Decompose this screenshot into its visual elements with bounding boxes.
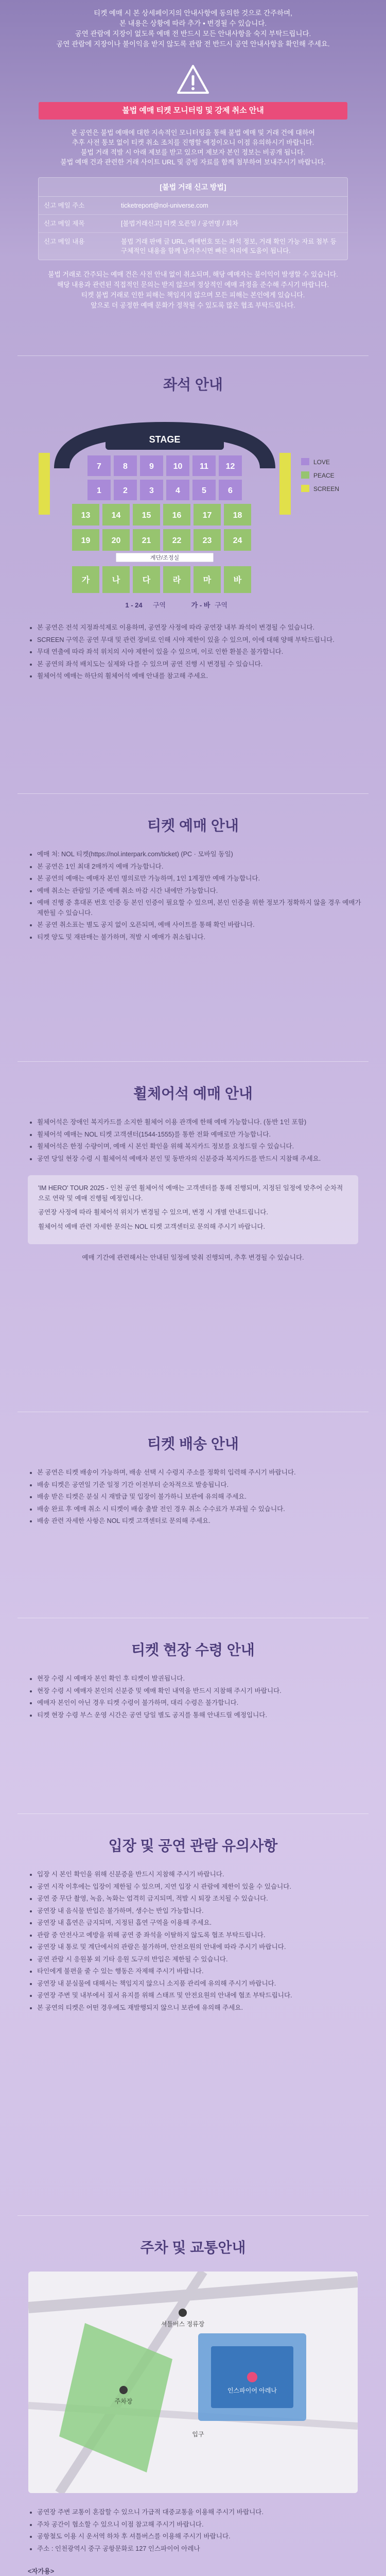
onsite-item: • 예매자 본인이 아닌 경우 티켓 수령이 불가하며, 대리 수령은 불가합니다. xyxy=(37,1698,369,1708)
closing-line: 해당 내용과 관련된 직접적인 문의는 받지 않으며 정상적인 예매 과정을 준수해 주시기 바랍니다. xyxy=(57,281,329,289)
seat-block-label: 나 xyxy=(112,576,120,585)
report-row-value: 불법 거래 판매 글 URL, 예매번호 또는 좌석 정보, 거래 확인 가능 자료 첨부 등 구체적인 내용을 함께 남겨주시면 빠른 처리에 도움이 됩니다. xyxy=(121,238,337,255)
report-row-value: [불법거래신고] 티켓 오픈일 / 공연명 / 회차 xyxy=(121,220,238,227)
notice-line: 본 공연은 불법 예매에 대한 지속적인 모니터링을 통해 불법 예매 및 거래 건에 대하여 xyxy=(71,129,315,137)
seat-block-label: 가 xyxy=(81,576,90,585)
seat-note: • 무대 연출에 따라 좌석 위치의 시야 제한이 있을 수 있으며, 이로 인한 환불은 불가합니다. xyxy=(37,647,369,657)
seat-row-3 xyxy=(72,504,251,526)
seat-block-label: 다 xyxy=(142,576,151,585)
warning-icon xyxy=(176,63,210,97)
block-right-range: 가 - 바 xyxy=(191,601,210,609)
block-right-unit: 구역 xyxy=(215,601,228,609)
ticketing-list xyxy=(28,850,369,942)
ticketing-item: • 티켓 양도 및 재판매는 불가하며, 적발 시 예매가 취소됩니다. xyxy=(37,933,369,943)
map-label-gate: 입구 xyxy=(192,2431,204,2438)
entry-item: • 입장 시 본인 확인을 위해 신분증을 반드시 지참해 주시기 바랍니다. xyxy=(37,1870,369,1880)
intro-line: 티켓 예매 시 본 상세페이지의 안내사항에 동의한 것으로 간주하며, xyxy=(94,9,292,17)
seat-title: 좌석 안내 xyxy=(163,377,223,393)
wheelchair-item: • 휠체어석은 한정 수량이며, 예매 시 본인 확인을 위해 복지카드 정보를 요청드릴 수 있습니다. xyxy=(37,1142,369,1152)
ticketing-item: • 예매 처: NOL 티켓(https://nol.interpark.com/ticket) (PC · 모바일 동일) xyxy=(37,850,369,860)
block-left-unit: 구역 xyxy=(153,601,166,609)
ticketing-item: • 예매 취소는 관람일 기준 예매 취소 마감 시간 내에만 가능합니다. xyxy=(37,886,369,896)
legend-love: LOVE xyxy=(313,459,330,466)
seat-note: • SCREEN 구역은 공연 무대 및 관련 장비로 인해 시야 제한이 있을 수 있으며, 이에 대해 양해 부탁드립니다. xyxy=(37,635,369,646)
intro-line: 공연 관람에 지장이나 불이익을 받지 않도록 관람 전 반드시 공연 안내사항을 확인해 주세요. xyxy=(56,40,330,48)
legend-screen: SCREEN xyxy=(313,485,340,493)
entry-item: • 공연 관람 시 응원봉 외 기타 응원 도구의 반입은 제한될 수 있습니다. xyxy=(37,1955,369,1965)
delivery-item: • 배송 티켓은 공연일 기준 일정 기간 이전부터 순차적으로 발송됩니다. xyxy=(37,1480,369,1490)
seat-map xyxy=(33,406,353,613)
ticketing-item: • 본 공연의 예매는 예매자 본인 명의로만 가능하며, 1인 1계정만 예매 가능합니다. xyxy=(37,874,369,884)
onsite-item: • 현장 수령 시 예매자 본인의 신분증 및 예매 확인 내역을 반드시 지참해 주시기 바랍니다. xyxy=(37,1686,369,1697)
seat-note: • 본 공연은 전석 지정좌석제로 이용하며, 공연장 사정에 따라 공연장 내부 좌석이 변경될 수 있습니다. xyxy=(37,623,369,633)
wheelchair-item: • 공연 당일 현장 수령 시 휠체어석 예매자 본인 및 동반자의 신분증과 복지카드를 반드시 지참해 주세요. xyxy=(37,1154,369,1164)
transport-footer xyxy=(28,2566,358,2576)
seat-block-label: 5 xyxy=(202,486,206,495)
seat-block-label: 22 xyxy=(172,536,182,545)
seat-block-label: 3 xyxy=(149,486,154,495)
report-email[interactable]: ticketreport@nol-universe.com xyxy=(121,202,208,209)
shuttle-marker-icon xyxy=(179,2309,187,2317)
transport-item: • 주차 공간이 협소할 수 있으니 이점 참고해 주시기 바랍니다. xyxy=(37,2520,369,2530)
seat-block-label: 19 xyxy=(81,536,91,545)
seat-block-label: 2 xyxy=(123,486,128,495)
ticketing-title: 티켓 예매 안내 xyxy=(147,818,239,834)
entry-list xyxy=(28,1870,369,2013)
wheelchair-item: • 휠체어석은 장애인 복지카드를 소지한 휠체어 이용 관객에 한해 예매 가능합니다. (동반 1인 포함) xyxy=(37,1117,369,1128)
report-row xyxy=(39,215,347,233)
entry-item: • 공연 중 무단 촬영, 녹음, 녹화는 엄격히 금지되며, 적발 시 퇴장 조치될 수 있습니다. xyxy=(37,1894,369,1904)
seat-block-label: 4 xyxy=(176,486,180,495)
seat-note: • 본 공연의 좌석 배치도는 실제와 다를 수 있으며 공연 진행 시 변경될 수 있습니다. xyxy=(37,659,369,670)
transport-item: • 주소 : 인천광역시 중구 공항문화로 127 인스파이어 아레나 xyxy=(37,2544,369,2554)
wheelchair-box-line: 공연장 사정에 따라 휠체어석 위치가 변경될 수 있으며, 변경 시 개별 안내드립니다. xyxy=(38,1209,268,1216)
delivery-section xyxy=(0,1412,386,1529)
entry-item: • 공연장 내 흡연은 금지되며, 지정된 흡연 구역을 이용해 주세요. xyxy=(37,1918,369,1928)
notice-line: 불법 예매 건과 관련한 거래 사이트 URL 및 증빙 자료를 함께 첨부하여 보내주시기 바랍니다. xyxy=(60,158,326,166)
entry-item: • 공연장 내 분실물에 대해서는 책임지지 않으니 소지품 관리에 유의해 주시기 바랍니다. xyxy=(37,1979,369,1989)
seat-block-label: 라 xyxy=(172,576,181,585)
notice-line: 추후 사전 통보 없이 티켓 취소 조치를 진행할 예정이오니 이점 유의하시기 바랍니다. xyxy=(72,139,314,146)
wheelchair-section xyxy=(0,1061,386,1263)
intro-line: 공연 관람에 지장이 없도록 예매 전 반드시 모든 안내사항을 숙지 부탁드립니다. xyxy=(75,30,311,38)
entry-item: • 공연장 내 음식물 반입은 불가하며, 생수는 반입 가능합니다. xyxy=(37,1906,369,1917)
delivery-item: • 배송 완료 후 예매 취소 시 티켓이 배송 출발 전인 경우 취소 수수료가 부과될 수 있습니다. xyxy=(37,1504,369,1515)
wheelchair-box-line: 'IM HERO' TOUR 2025 - 인천 공연 휠체어석 예매는 고객센터를 통해 진행되며, 지정된 일정에 맞추어 순차적으로 연락 및 예매 진행될 예정입니다. xyxy=(38,1184,343,1202)
seat-note: • 휠체어석 예매는 하단의 휠체어석 예매 안내를 참고해 주세요. xyxy=(37,671,369,682)
onsite-section xyxy=(0,1618,386,1722)
venue-map-svg xyxy=(28,2272,358,2493)
transport-list xyxy=(28,2507,369,2554)
delivery-item: • 본 공연은 티켓 배송이 가능하며, 배송 선택 시 수령지 주소를 정확히 입력해 주시기 바랍니다. xyxy=(37,1468,369,1478)
delivery-title: 티켓 배송 안내 xyxy=(147,1436,239,1452)
screen-right xyxy=(279,453,291,515)
legend-love-swatch xyxy=(301,458,309,465)
legend-screen-swatch xyxy=(301,485,309,492)
wheelchair-box xyxy=(28,1175,358,1244)
onsite-item: • 티켓 현장 수령 부스 운영 시간은 공연 당일 별도 공지를 통해 안내드릴 예정입니다. xyxy=(37,1710,369,1721)
wheelchair-item: • 휠체어석 예매는 NOL 티켓 고객센터(1544-1555)를 통한 전화 예매로만 가능합니다. xyxy=(37,1130,369,1140)
wheelchair-list xyxy=(28,1117,369,1164)
illegal-ticket-banner: 불법 예매 티켓 모니터링 및 강제 취소 안내 xyxy=(39,102,347,120)
footer-heading: <자가용> xyxy=(28,2568,55,2575)
section-divider xyxy=(17,355,369,356)
seat-notes xyxy=(28,623,369,682)
seat-block-label: 18 xyxy=(233,511,242,520)
stage-label: STAGE xyxy=(149,434,181,445)
parking-marker-icon xyxy=(119,2386,128,2394)
closing-line: 불법 거래로 간주되는 예매 건은 사전 안내 없이 취소되며, 해당 예매자는 불이익이 발생할 수 있습니다. xyxy=(48,270,338,278)
screen-left xyxy=(39,453,50,515)
seat-section xyxy=(0,355,386,684)
map-label-arena: 인스파이어 아레나 xyxy=(227,2387,277,2394)
delivery-list xyxy=(28,1468,369,1527)
ticketing-item: • 예매 진행 중 휴대폰 번호 인증 등 본인 인증이 필요할 수 있으며, 본인 인증을 위한 정보가 정확하지 않을 경우 예매가 제한될 수 있습니다. xyxy=(37,898,369,918)
entry-item: • 공연 시작 이후에는 입장이 제한될 수 있으며, 지연 입장 시 관람에 제한이 있을 수 있습니다. xyxy=(37,1882,369,1892)
delivery-item: • 배송 관련 자세한 사항은 NOL 티켓 고객센터로 문의해 주세요. xyxy=(37,1516,369,1527)
closing-line: 티켓 불법 거래로 인한 피해는 책임지지 않으며 모든 피해는 본인에게 있습니다. xyxy=(81,291,305,299)
venue-marker-icon xyxy=(247,2372,257,2382)
ticketing-item: • 본 공연은 1인 최대 2매까지 예매 가능합니다. xyxy=(37,862,369,872)
transport-section xyxy=(0,2215,386,2576)
legend-peace: PEACE xyxy=(313,472,335,479)
seat-block-label: 16 xyxy=(172,511,182,520)
delivery-item: • 배송 받은 티켓은 분실 시 재발급 및 입장이 불가하니 보관에 유의해 주세요. xyxy=(37,1492,369,1502)
block-left-range: 1 - 24 xyxy=(125,601,143,609)
seat-block-label: 20 xyxy=(111,536,121,545)
seat-block-label: 1 xyxy=(97,486,101,495)
seat-block-label: 바 xyxy=(233,576,242,585)
seat-block-label: 12 xyxy=(225,462,235,471)
seat-block-label: 14 xyxy=(111,511,121,520)
seat-block-label: 15 xyxy=(142,511,151,520)
wheelchair-box-line: 휠체어석 예매 관련 자세한 문의는 NOL 티켓 고객센터로 문의해 주시기 바랍니다. xyxy=(38,1223,266,1230)
transport-title: 주차 및 교통안내 xyxy=(140,2240,246,2256)
seat-block-label: 9 xyxy=(149,462,154,471)
warning-notice xyxy=(0,128,386,167)
seat-block-label: 21 xyxy=(142,536,151,545)
seat-block-label: 23 xyxy=(202,536,212,545)
notice-line: 불법 거래 적발 시 아래 제보를 받고 있으며 제보자 본인 정보는 비공개 됩니다. xyxy=(80,148,306,156)
report-row xyxy=(39,233,347,260)
section-divider xyxy=(17,1061,369,1062)
report-method-title: [불법 거래 신고 방법] xyxy=(39,178,347,197)
entry-item: • 관람 중 안전사고 예방을 위해 공연 중 좌석을 이탈하지 않도록 협조 부탁드립니다. xyxy=(37,1930,369,1941)
seat-block-label: 11 xyxy=(200,462,208,471)
section-divider xyxy=(17,793,369,794)
entry-title: 입장 및 공연 관람 유의사항 xyxy=(108,1838,278,1854)
booth-label: 계단/조정실 xyxy=(150,555,180,561)
seat-block-label: 8 xyxy=(123,462,128,471)
transport-item: • 공연장 주변 교통이 혼잡할 수 있으니 가급적 대중교통을 이용해 주시기 바랍니다. xyxy=(37,2507,369,2518)
report-row-label: 신고 메일 내용 xyxy=(44,238,85,245)
entry-item: • 본 공연의 티켓은 어떤 경우에도 재발행되지 않으니 보관에 유의해 주세요. xyxy=(37,2003,369,2013)
report-method-panel xyxy=(38,177,348,260)
seat-block-label: 13 xyxy=(81,511,91,520)
seat-row-4 xyxy=(72,529,251,551)
transport-item: • 공항철도 이용 시 운서역 하차 후 셔틀버스를 이용해 주시기 바랍니다. xyxy=(37,2532,369,2542)
intro-text xyxy=(0,0,386,49)
warning-closing xyxy=(0,269,386,311)
onsite-list xyxy=(28,1674,369,1720)
closing-line: 앞으로 더 공정한 예매 문화가 정착될 수 있도록 많은 협조 부탁드립니다. xyxy=(91,301,295,309)
venue-map xyxy=(28,2272,358,2493)
ticketing-section xyxy=(0,793,386,944)
seat-row-2 xyxy=(87,480,242,500)
onsite-item: • 현장 수령 시 예매자 본인 확인 후 티켓이 발권됩니다. xyxy=(37,1674,369,1684)
section-divider xyxy=(17,2215,369,2216)
map-label-shuttle: 셔틀버스 정류장 xyxy=(161,2320,205,2328)
report-row xyxy=(39,197,347,215)
seat-block-label: 17 xyxy=(202,511,212,520)
entry-item: • 타인에게 불편을 줄 수 있는 행동은 자제해 주시기 바랍니다. xyxy=(37,1967,369,1977)
wheelchair-title: 휠체어석 예매 안내 xyxy=(133,1086,253,1101)
seat-block-label: 7 xyxy=(97,462,101,471)
map-label-parking: 주차장 xyxy=(114,2398,133,2405)
onsite-title: 티켓 현장 수령 안내 xyxy=(131,1642,255,1658)
seat-block-label: 6 xyxy=(228,486,233,495)
entry-item: • 공연장 주변 및 내부에서 질서 유지를 위해 스태프 및 안전요원의 안내에 협조 부탁드립니다. xyxy=(37,1991,369,2001)
legend-peace-swatch xyxy=(301,471,309,479)
wheelchair-closing: 예매 기간에 관련해서는 안내된 일정에 맞춰 진행되며, 추후 변경될 수 있습니다. xyxy=(82,1254,304,1261)
seat-block-label: 10 xyxy=(173,462,183,471)
report-row-label: 신고 메일 주소 xyxy=(44,202,85,209)
seat-row-1 xyxy=(87,455,242,476)
entry-section xyxy=(0,1814,386,2015)
report-row-label: 신고 메일 제목 xyxy=(44,220,85,227)
seat-block-label: 24 xyxy=(233,536,242,545)
entry-item: • 공연장 내 통로 및 계단에서의 관람은 불가하며, 안전요원의 안내에 따라 주시기 바랍니다. xyxy=(37,1942,369,1953)
intro-line: 본 내용은 상황에 따라 추가 • 변경될 수 있습니다. xyxy=(119,20,267,27)
seat-block-label: 마 xyxy=(203,576,212,585)
seat-row-letters xyxy=(72,566,251,593)
ticketing-item: • 본 공연 취소표는 별도 공지 없이 오픈되며, 예매 사이트를 통해 확인 바랍니다. xyxy=(37,920,369,930)
